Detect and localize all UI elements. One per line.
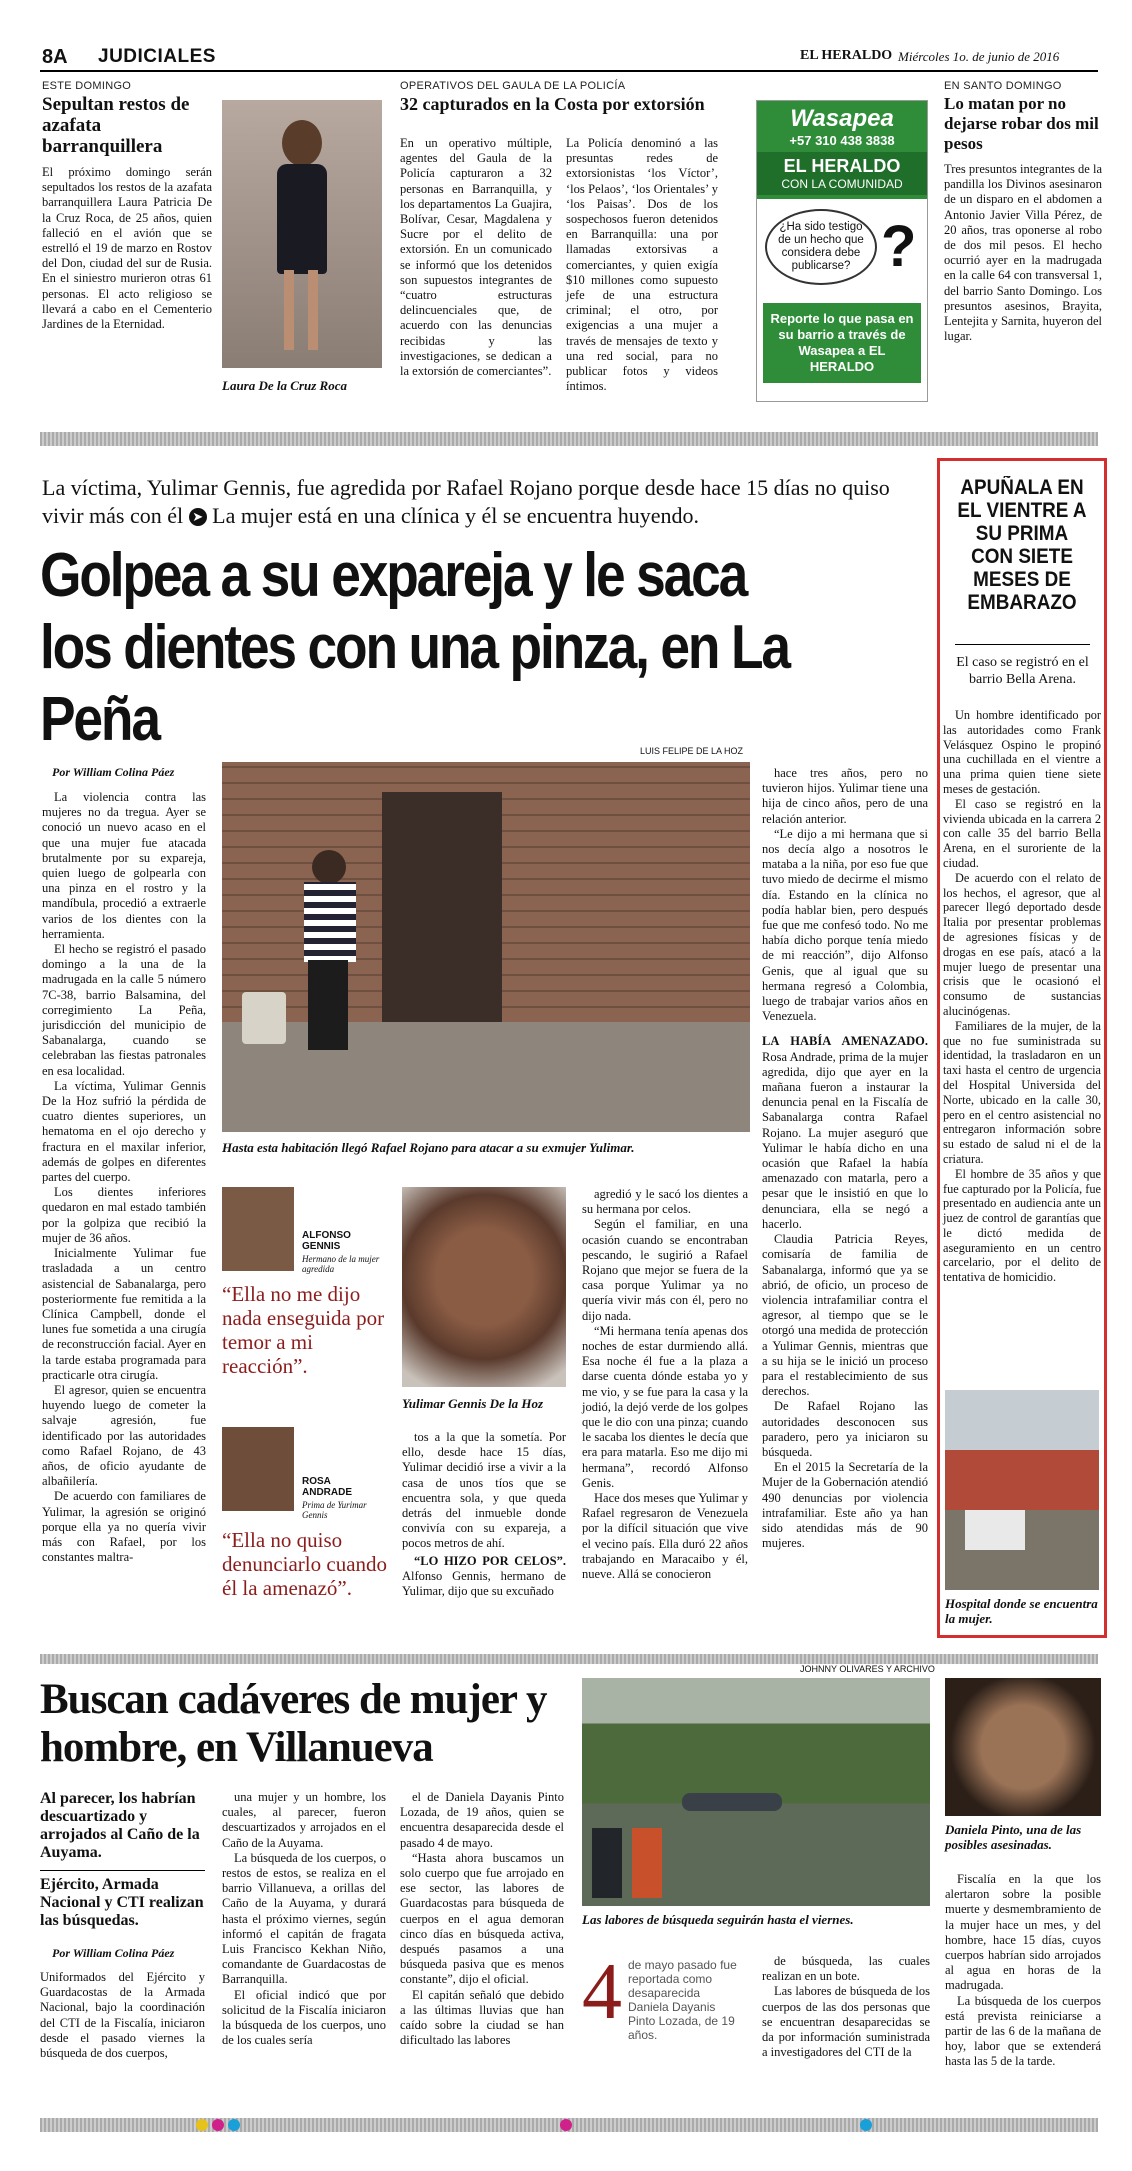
main-deck bbox=[42, 474, 912, 530]
main-byline: Por William Colina Páez bbox=[52, 765, 175, 779]
extorsion-col2: La Policía denominó a las presuntas redes de extorsionistas ‘los Víctor’, ‘los Pelaos’, ‘los Orientales’ y ‘los Paisas’. Dos de los sospechosos fueron detenidos en Barranquilla: una por llamadas extorsivas a comerciantes, y quien exigía $10 millones como supuesto jefe de una estructura criminal; el otro, por exigencias a una mujer a través de mensajes de texto y una red social, para no publicar fotos y videos íntimos. bbox=[566, 136, 718, 394]
rosa-photo bbox=[222, 1427, 294, 1511]
col5-text-a bbox=[762, 766, 928, 1024]
paragraph: La víctima, Yulimar Gennis De la Hoz sufrió la pérdida de cuatro dientes superiores, un hematoma en el ojo derecho y fractura en el maxilar inferior, además de golpes en diferentes partes del cuerpo. bbox=[42, 1078, 206, 1185]
side-body bbox=[943, 708, 1101, 1285]
issue-date: Miércoles 1o. de junio de 2016 bbox=[898, 49, 1060, 64]
main-headline: Golpea a su expareja y le saca los dientes con una pinza, en La Peña bbox=[40, 541, 789, 754]
paragraph: De Rafael Rojano las autoridades desconocen sus paradero, pero ya iniciaron su búsqueda. bbox=[762, 1399, 928, 1459]
bottom-byline: Por William Colina Páez bbox=[52, 1946, 175, 1960]
deck-part1: La víctima, Yulimar Gennis, fue agredida por Rafael Rojano porque desde hace 15 días no quiso vivir más con él bbox=[42, 475, 890, 528]
section-divider-2 bbox=[40, 1654, 1098, 1664]
paragraph: De acuerdo con familiares de Yulimar, la agresión se originó porque ella ya no quería vivir más con Rafael, por los constantes maltra- bbox=[42, 1489, 206, 1565]
paragraph: de búsqueda, las cuales realizan en un bote. bbox=[762, 1954, 930, 1984]
search-photo bbox=[582, 1678, 930, 1906]
paragraph: El capitán señaló que debido a las últimas lluvias que han caído sobre la ciudad se han dificultado las labores bbox=[400, 1987, 564, 2048]
paragraph: Claudia Patricia Reyes, comisaría de familia de Sabanalarga, informó que ya se abrió, de oficio, un proceso de violencia intrafamiliar contra el agresor, al tiempo que se le otorgó una medida de protección a Yulimar Gennis, mientras que a su hija se le inició un proceso para el restablecimiento de sus derechos. bbox=[762, 1232, 928, 1399]
victim-caption: Yulimar Gennis De la Hoz bbox=[402, 1396, 544, 1411]
registration-dot-yellow bbox=[196, 2119, 208, 2131]
col3-subhead: “LO HIZO POR CELOS”. bbox=[414, 1553, 566, 1568]
alfonso-role: Hermano de la mujer agredida bbox=[302, 1254, 380, 1274]
page-number: 8A bbox=[42, 46, 68, 68]
paragraph: La violencia contra las mujeres no da tregua. Ayer se conoció un nuevo acaso en el que una mujer fue atacada brutalmente por su expareja, quien luego de golpearla con una pinza en el rostro y la mandíbula, procedió a extraerle varios de los dientes con la herramienta. bbox=[42, 790, 206, 941]
paragraph: “Hasta ahora buscamos un solo cuerpo que fue arrojado en ese sector, las labores de Guardacostas para búsqueda de cuerpos en el agua demoran cinco días en búsqueda activa, después pasamos a una búsqueda pasiva que es menos constante”, dijo el oficial. bbox=[400, 1850, 564, 1987]
paragraph: Los dientes inferiores quedaron en mal estado también por la golpiza que recibió la mujer de 36 años. bbox=[42, 1185, 206, 1245]
ad-phone: +57 310 438 3838 bbox=[789, 133, 895, 148]
section-divider bbox=[40, 432, 1098, 446]
ad-line2: CON LA COMUNIDAD bbox=[781, 177, 903, 191]
bottom-col2 bbox=[400, 1790, 564, 2048]
ad-bubble: ¿Ha sido testigo de un hecho que considera debe publicarse? bbox=[765, 209, 877, 285]
paragraph: una mujer y un hombre, los cuales, al parecer, fueron descuartizados y arrojados en el Caño de la Auyama. bbox=[222, 1790, 386, 1850]
side-rule bbox=[955, 644, 1090, 645]
registration-dot-cyan bbox=[228, 2119, 240, 2131]
photo-caption: Hasta esta habitación llegó Rafael Rojano para atacar a su exmujer Yulimar. bbox=[222, 1140, 635, 1155]
col5-text-b bbox=[762, 1232, 928, 1551]
alfonso-quote: “Ella no me dijo nada enseguida por temor a mi reacción”. bbox=[222, 1282, 385, 1378]
main-col5 bbox=[762, 766, 928, 1551]
paper-name: EL HERALDO bbox=[800, 48, 893, 63]
alfonso-name: ALFONSO GENNIS bbox=[302, 1230, 351, 1252]
paragraph: Según el familiar, en una ocasión cuando se encontraban pescando, le sugirió a Rafael Rojano que mejor se fuera de la casa porque Yulimar ya no quería vivir más con él, pero no dijo nada. bbox=[582, 1217, 748, 1323]
photo-credit: LUIS FELIPE DE LA HOZ bbox=[640, 746, 744, 756]
hospital-caption: Hospital donde se encuentra la mujer. bbox=[945, 1596, 1098, 1626]
daniela-caption: Daniela Pinto, una de las posibles asesinadas. bbox=[945, 1822, 1082, 1852]
rosa-name: ROSA ANDRADE bbox=[302, 1476, 352, 1498]
kicker: ESTE DOMINGO bbox=[42, 80, 132, 92]
col5-lead: Rosa Andrade, prima de la mujer agredida, dijo que ayer en la mañana fueron a instaurar la denuncia penal en la Fiscalía de Sabanalarga contra Rafael Rojano. La mujer aseguró que Yulimar le había dicho en una ocasión que Rafael la había amenazado con matarla, pero a pesar que le insistió en que lo denunciara, ella se negó a hacerlo. bbox=[762, 1049, 928, 1231]
fact-text: de mayo pasado fue reportada como desaparecida Daniela Dayanis Pinto Lozada, de 19 años. bbox=[628, 1958, 737, 2042]
main-col3 bbox=[402, 1430, 566, 1599]
col5-subhead: LA HABÍA AMENAZADO. bbox=[762, 1034, 928, 1049]
kicker: EN SANTO DOMINGO bbox=[944, 80, 1062, 92]
header-rule bbox=[40, 70, 1098, 72]
col3-text-b: Alfonso Gennis, hermano de Yulimar, dijo que su excuñado bbox=[402, 1568, 566, 1599]
azafata-caption: Laura De la Cruz Roca bbox=[222, 378, 347, 393]
story-extorsion bbox=[400, 80, 720, 123]
bottom-photo-credit: JOHNNY OLIVARES Y ARCHIVO bbox=[800, 1664, 935, 1674]
bottom-headline: Buscan cadáveres de mujer y hombre, en Villanueva bbox=[40, 1676, 547, 1771]
paragraph: hace tres años, pero no tuvieron hijos. Yulimar tiene una hija de cinco años, pero de una relación anterior. bbox=[762, 766, 928, 826]
story-azafata bbox=[42, 80, 212, 332]
paragraph: El hecho se registró el pasado domingo a la una de la madrugada en la calle 5 número 7C-38, barrio Balsamina, del corregimiento La Peña, jurisdicción del municipio de Sabanalarga, cuando se celebraban las fiestas patronales en esa localidad. bbox=[42, 942, 206, 1078]
bottom-col3 bbox=[762, 1954, 930, 2060]
bottom-deck1: Al parecer, los habrían descuartizado y arrojados al Caño de la Auyama. bbox=[40, 1790, 200, 1861]
registration-dot-magenta bbox=[212, 2119, 224, 2131]
deck-rule bbox=[40, 1870, 205, 1871]
paragraph: Inicialmente Yulimar fue trasladada a un centro asistencial de Sabanalarga, pero posteriormente fue remitida a la Clínica Campbell, donde el lunes fue sometida a una cirugía de reconstrucción facial. Ayer en la tarde estaba programada para practicarle otra cirugía. bbox=[42, 1246, 206, 1382]
body: El próximo domingo serán sepultados los restos de la azafata barranquillera Laura Patricia De la Cruz Roca, de 25 años, quien falleció en el avión que se estrelló el 19 de marzo en Rostov del Don, ciudad del sur de Rusia. En el siniestro murieron otras 61 personas. El acto religioso se llevará a cabo en el Cementerio Jardines de la Eternidad. bbox=[42, 165, 212, 332]
paragraph: En el 2015 la Secretaría de la Mujer de la Gobernación atendió 490 denuncias por violencia intrafamiliar. Este año ya han sido atendidas más de 90 mujeres. bbox=[762, 1460, 928, 1551]
paragraph: “Le dijo a mi hermana que si nos decía algo a nosotros le mataba a la niña, por eso fue que tuvo miedo de decirme el mismo día. Estando en la clínica no podía hablar bien, pero después fue que me confesó todo. No me había dicho porque tenía miedo de mi reacción”, dijo Alfonso Genis, que al igual que su hermana regresó a Colombia, luego de trabajar varios años en Venezuela. bbox=[762, 826, 928, 1024]
extorsion-col1: En un operativo múltiple, agentes del Gaula de la Policía capturaron a 32 personas en Barranquilla, y los departamentos La Guajira, Bolívar, Cesar, Magdalena y Sucre por el delito de extorsión. En un comunicado se informó que los detenidos son supuestos integrantes de “cuatro estructuras delincuenciales que, de acuerdo con las denuncias recibidas y las investigaciones, se dedican a la extorsión de comerciantes”. bbox=[400, 136, 552, 379]
main-col1 bbox=[42, 790, 206, 1565]
paragraph: El caso se registró en la vivienda ubicada en la carrera 2 con calle 35 del barrio Bella Arena, en el suroriente de la ciudad. bbox=[943, 796, 1101, 870]
main-col4 bbox=[582, 1187, 748, 1582]
ad-footer: Reporte lo que pasa en su barrio a través de Wasapea a EL HERALDO bbox=[763, 303, 921, 383]
daniela-photo bbox=[945, 1678, 1101, 1816]
victim-photo bbox=[402, 1187, 566, 1387]
paragraph: el de Daniela Dayanis Pinto Lozada, de 19 años, quien se encuentra desaparecida desde el pasado 4 de mayo. bbox=[400, 1790, 564, 1850]
body: Tres presuntos integrantes de la pandilla los Divinos asesinaron de un disparo en el abdomen a Antonio Javier Villa Pérez, de 20 años, tras oponerse al robo de dos mil pesos. El hecho ocurrió ayer en la madrugada en la calle 64 con transversal 1, del barrio Santo Domingo. Los presuntos asesinos, Brayita, Lentejita y Sarnita, huyeron del lugar. bbox=[944, 162, 1102, 344]
paragraph: Fiscalía en la que los alertaron sobre la posible muerte y desmembramiento de la mujer hace un mes, y del hombre, hace 15 días, cuyos cuerpos habrían sido arrojados al agua en horas de la madrugada. bbox=[945, 1872, 1101, 1993]
paragraph: agredió y le sacó los dientes a su hermana por celos. bbox=[582, 1187, 748, 1217]
room-photo bbox=[222, 762, 750, 1132]
paragraph: De acuerdo con el relato de los hechos, el agresor, que al parecer llegó deportado desde Italia por presentar problemas de agresiones físicas y de drogas en ese país, atacó a la mujer luego de presentar una crisis que le ocasionó el consumo de sustancias alucinógenas. bbox=[943, 870, 1101, 1018]
registration-dot-magenta-2 bbox=[560, 2119, 572, 2131]
paragraph: Un hombre identificado por las autoridades como Frank Velásquez Ospino le propinó una cuchillada en el vientre a una prima quien tiene siete meses de gestación. bbox=[943, 708, 1101, 796]
kicker: OPERATIVOS DEL GAULA DE LA POLICÍA bbox=[400, 80, 626, 92]
side-deck: El caso se registró en el barrio Bella Arena. bbox=[956, 655, 1089, 687]
ad-line1: EL HERALDO bbox=[783, 156, 901, 176]
headline: 32 capturados en la Costa por extorsión bbox=[400, 94, 705, 114]
paragraph: Familiares de la mujer, de la que no fue suministrada su identidad, la trasladaron en un taxi hasta el centro de urgencia del Hospital Universida del Norte, ubicado en la calle 30, pero en el centro asistencial no entregaron información sobre su estado de salud ni el de la criatura. bbox=[943, 1018, 1101, 1166]
section-name: JUDICIALES bbox=[98, 46, 216, 67]
rosa-quote: “Ella no quiso denunciarlo cuando él la amenazó”. bbox=[222, 1528, 388, 1600]
bottom-deck2: Ejército, Armada Nacional y CTI realizan las búsquedas. bbox=[40, 1876, 204, 1929]
story-santo-domingo bbox=[944, 80, 1102, 344]
col3-text-a: tos a la que la sometía. Por ello, desde hace 15 días, Yulimar decidió irse a vivir a la casa de unos tíos que se encuentra sola, y que queda detrás del inmueble donde convivía con su expareja, a pocos metros de ahí. bbox=[402, 1430, 566, 1551]
paragraph: El agresor, quien se encuentra huyendo luego de cometer la salvaje agresión, fue identificado por las autoridades como Rafael Rojano, de 43 años, de oficio ayudante de albañilería. bbox=[42, 1382, 206, 1489]
deck-part2: La mujer está en una clínica y él se encuentra huyendo. bbox=[212, 503, 699, 528]
paragraph: “Mi hermana tenía apenas dos noches de estar durmiendo allá. Esa noche él fue a la plaza a darse cuenta dónde estaba yo y me vio, y se fue para la casa y la jodió, la dejó verde de los golpes que le dio con una pinza; cuando le sacaba los dientes le decía que era para matarla. Eso me dijo mi hermana”, recordó Alfonso Genis. bbox=[582, 1323, 748, 1490]
azafata-photo bbox=[222, 100, 382, 368]
search-caption: Las labores de búsqueda seguirán hasta el viernes. bbox=[582, 1912, 854, 1927]
ad-brand: Wasapea bbox=[790, 105, 894, 132]
registration-dot-cyan-2 bbox=[860, 2119, 872, 2131]
paragraph: Las labores de búsqueda de los cuerpos de las dos personas que se encuentran desaparecidas se da por información suministrada a investigadores del CTI de la bbox=[762, 1984, 930, 2060]
arrow-right-icon: ➤ bbox=[189, 508, 207, 526]
paragraph: Hace dos meses que Yulimar y Rafael regresaron de Venezuela por la difícil situación que vive el vecino país. Ella duró 22 años trabajando en Maracaibo y él, nueve. Allá se conocieron bbox=[582, 1491, 748, 1582]
paragraph: La búsqueda de los cuerpos está prevista reiniciarse a partir de las 6 de la mañana de hoy, labor que se extenderá hasta las 5 de la tarde. bbox=[945, 1993, 1101, 2069]
bottom-col4 bbox=[945, 1872, 1101, 2070]
headline: Lo matan por no dejarse robar dos mil pesos bbox=[944, 94, 1099, 153]
bottom-col1 bbox=[222, 1790, 386, 2048]
wasapea-ad[interactable] bbox=[756, 100, 928, 402]
question-mark-icon: ? bbox=[881, 214, 917, 279]
bottom-col0: Uniformados del Ejército y Guardacostas de la Armada Nacional, bajo la coordinación del CTI de la Fiscalía, iniciaron desde el pasado viernes la búsqueda de dos cuerpos, bbox=[40, 1970, 205, 2061]
side-headline: APUÑALA EN EL VIENTRE A SU PRIMA CON SIETE MESES DE EMBARAZO bbox=[957, 476, 1087, 614]
rosa-role: Prima de Yurimar Gennis bbox=[302, 1500, 367, 1520]
fact-number: 4 bbox=[582, 1948, 622, 2036]
alfonso-photo bbox=[222, 1187, 294, 1271]
hospital-photo bbox=[945, 1390, 1099, 1590]
paragraph: La búsqueda de los cuerpos, o restos de estos, se realiza en el barrio Villanueva, a orillas del Caño de la Auyama, y durará hasta el próximo viernes, según informó el capitán de fragata Luis Francisco Kekhan Niño, comandante de Guardacostas de Barranquilla. bbox=[222, 1850, 386, 1987]
paragraph: El oficial indicó que por solicitud de la Fiscalía iniciaron la búsqueda de los cuerpos, uno de los cuales sería bbox=[222, 1987, 386, 2048]
paragraph: El hombre de 35 años y que fue capturado por la Policía, fue presentado en audiencia ante un juez de control de garantías que le dictó medida de aseguramiento en un centro carcelario, por el delito de tentativa de homicidio. bbox=[943, 1166, 1101, 1285]
headline: Sepultan restos de azafata barranquillera bbox=[42, 94, 190, 157]
